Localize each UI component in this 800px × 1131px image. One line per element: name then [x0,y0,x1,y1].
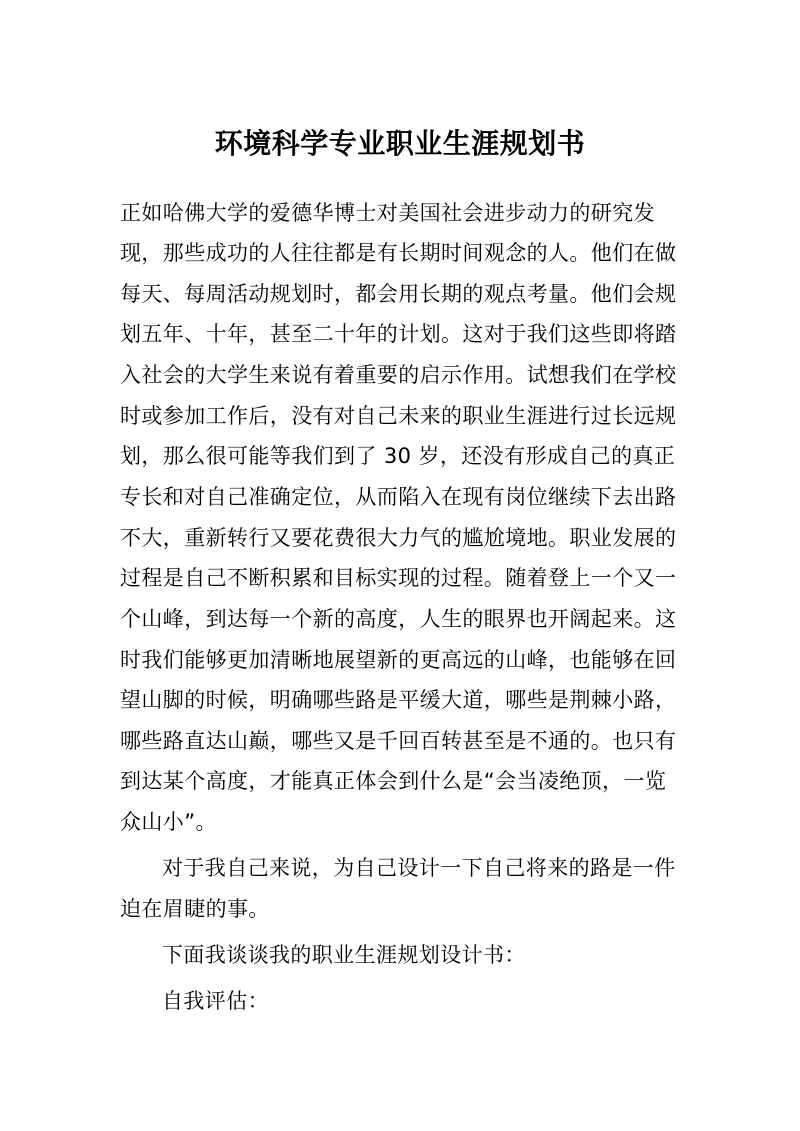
paragraph-line: 时或参加工作后，没有对自己未来的职业生涯进行过长远规 [120,404,677,428]
paragraph-line: 划五年、十年，甚至二十年的计划。这对于我们这些即将踏 [120,322,677,346]
paragraph-line: 专长和对自己准确定位，从而陷入在现有岗位继续下去出路 [120,485,677,509]
paragraph-line: 望山脚的时候，明确哪些路是平缓大道，哪些是荆棘小路， [120,688,677,712]
paragraph-line: 划，那么很可能等我们到了 30 岁，还没有形成自己的真正 [120,444,676,468]
paragraph-line: 个山峰，到达每一个新的高度，人生的眼界也开阔起来。这 [120,607,677,631]
paragraph-line: 每天、每周活动规划时，都会用长期的观点考量。他们会规 [120,282,677,306]
paragraph-line: 现，那些成功的人往往都是有长期时间观念的人。他们在做 [120,241,677,265]
paragraph-line: 正如哈佛大学的爱德华博士对美国社会进步动力的研究发 [120,201,655,225]
paragraph-line: 到达某个高度，才能真正体会到什么是“会当凌绝顶，一览 [120,769,667,793]
paragraph-line: 不大，重新转行又要花费很大力气的尴尬境地。职业发展的 [120,526,677,550]
paragraph-line: 下面我谈谈我的职业生涯规划设计书： [162,943,526,967]
paragraph-line: 对于我自己来说，为自己设计一下自己将来的路是一件 [162,856,676,880]
paragraph-line: 众山小”。 [120,810,217,834]
section-heading: 自我评估： [162,989,269,1013]
paragraph-line: 过程是自己不断积累和目标实现的过程。随着登上一个又一 [120,566,677,590]
paragraph-line: 时我们能够更加清晰地展望新的更高远的山峰，也能够在回 [120,648,677,672]
paragraph-line: 入社会的大学生来说有着重要的启示作用。试想我们在学校 [120,363,677,387]
paragraph-line: 哪些路直达山巅，哪些又是千回百转甚至是不通的。也只有 [120,729,677,753]
paragraph-line: 迫在眉睫的事。 [120,897,270,921]
document-title: 环境科学专业职业生涯规划书 [214,127,586,160]
